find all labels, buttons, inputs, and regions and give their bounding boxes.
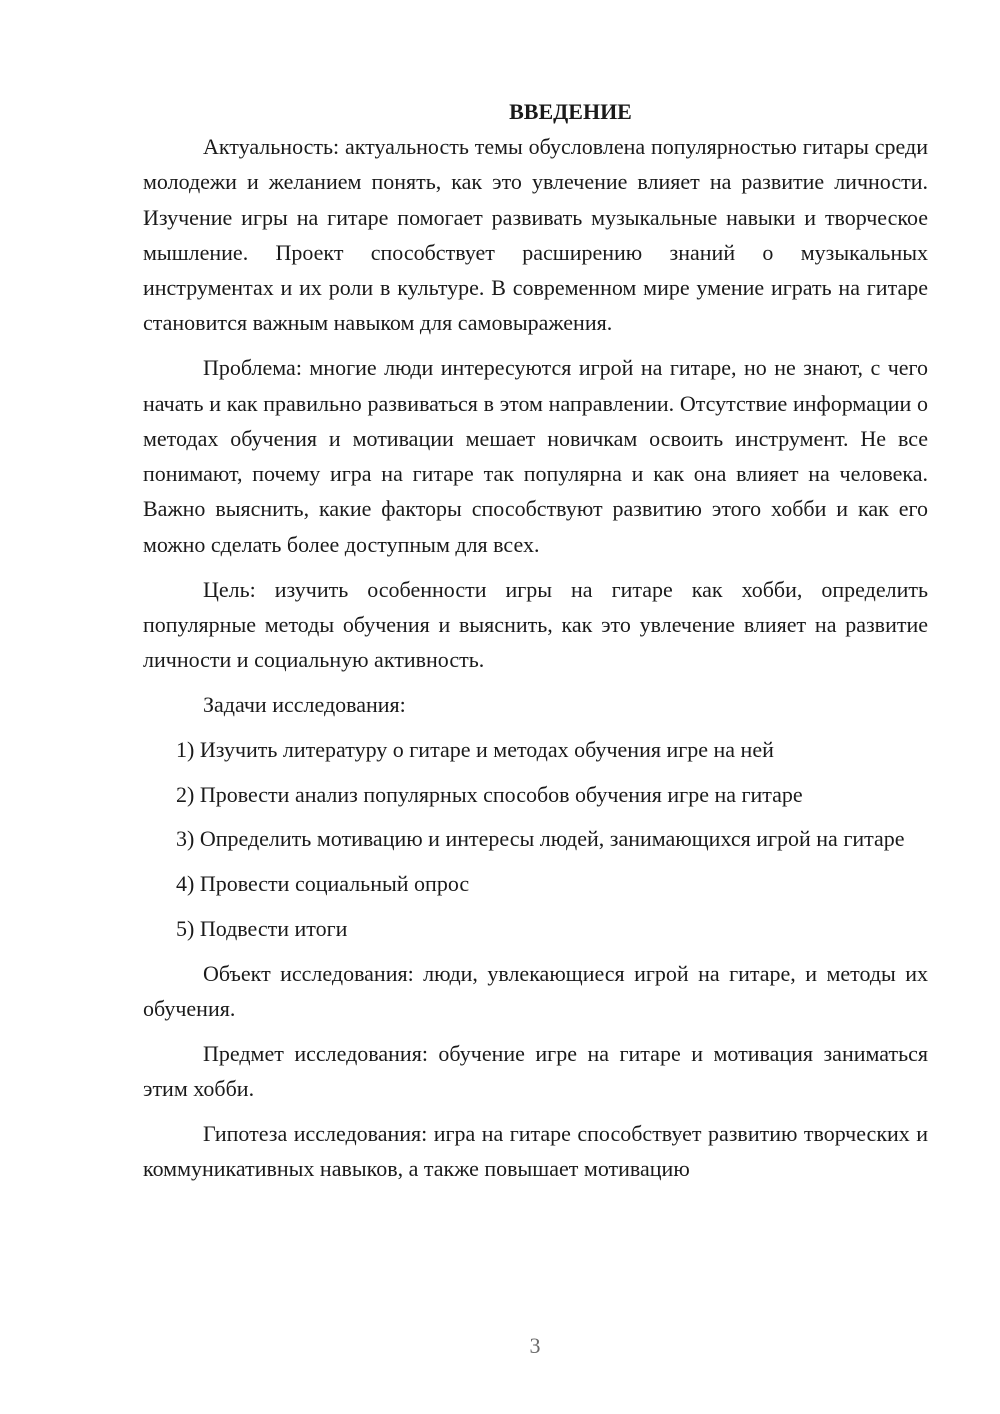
task-item: 2) Провести анализ популярных способов обучения игре на гитаре bbox=[176, 781, 803, 807]
paragraph-goal: Цель: изучить особенности игры на гитаре как хобби, определить популярные методы обучения и выяснить, как это увлечение влияет на развитие личности и социальную активность. bbox=[143, 576, 928, 673]
task-item: 5) Подвести итоги bbox=[176, 915, 348, 941]
section-heading: ВВЕДЕНИЕ bbox=[509, 99, 632, 124]
page-body bbox=[143, 94, 928, 1187]
paragraph-relevance: Актуальность: актуальность темы обусловлена популярностью гитары среди молодежи и желанием понять, как это увлечение влияет на развитие личности. Изучение игры на гитаре помогает развивать музыкальные навыки и творческое мышление. Проект способствует расширению знаний о музыкальных инструментах и их роли в культуре. В современном мире умение играть на гитаре становится важным навыком для самовыражения. bbox=[143, 134, 928, 336]
paragraph-problem: Проблема: многие люди интересуются игрой на гитаре, но не знают, с чего начать и как правильно развиваться в этом направлении. Отсутствие информации о методах обучения и мотивации мешает новичкам освоить инструмент. Не все понимают, почему игра на гитаре так популярна и как она влияет на человека. Важно выяснить, какие факторы способствуют развитию этого хобби и как его можно сделать более доступным для всех. bbox=[143, 355, 928, 557]
paragraph-hypothesis: Гипотеза исследования: игра на гитаре способствует развитию творческих и коммуникативных навыков, а также повышает мотивацию bbox=[143, 1120, 928, 1182]
task-item: 1) Изучить литературу о гитаре и методах обучения игре на ней bbox=[176, 736, 774, 762]
task-item: 4) Провести социальный опрос bbox=[176, 871, 470, 897]
task-item: 3) Определить мотивацию и интересы людей, занимающихся игрой на гитаре bbox=[176, 826, 905, 852]
paragraph-subject: Предмет исследования: обучение игре на гитаре и мотивация заниматься этим хобби. bbox=[143, 1040, 928, 1102]
page-number: 3 bbox=[529, 1333, 541, 1358]
tasks-title: Задачи исследования: bbox=[203, 691, 406, 717]
paragraph-object: Объект исследования: люди, увлекающиеся игрой на гитаре, и методы их обучения. bbox=[143, 960, 928, 1022]
